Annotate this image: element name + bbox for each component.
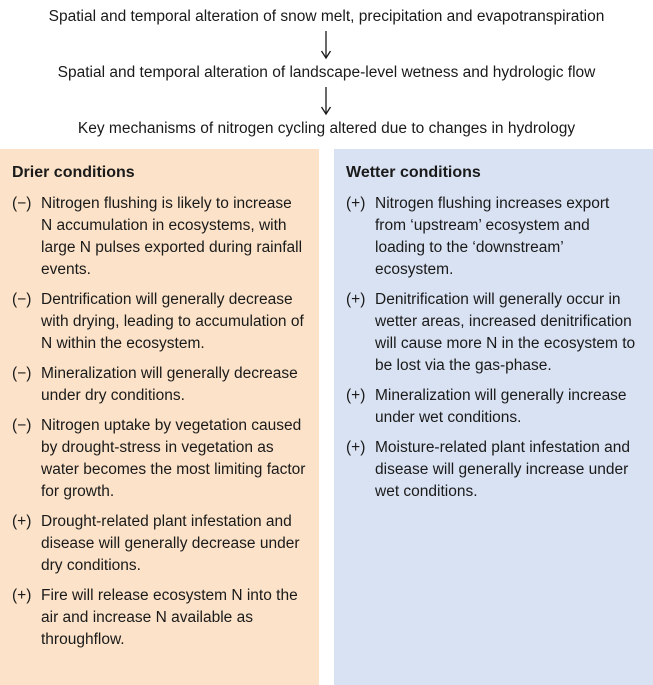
mechanism-text: Drought-related plant infestation and disease will generally decrease under dry conditions. xyxy=(41,513,300,574)
effect-sign: (−) xyxy=(12,291,32,308)
drier-mechanism-item xyxy=(12,585,307,651)
flow-step-2: Spatial and temporal alteration of landscape-level wetness and hydrologic flow xyxy=(57,64,596,81)
effect-sign: (+) xyxy=(12,587,32,604)
mechanism-text: Fire will release ecosystem N into the air and increase N available as throughflow. xyxy=(41,587,298,648)
drier-conditions-panel xyxy=(0,149,319,685)
down-arrow-icon xyxy=(318,30,334,60)
mechanism-text: Dentrification will generally decrease with drying, leading to accumulation of N within the ecosystem. xyxy=(41,291,304,352)
wetter-mechanism-item xyxy=(346,437,641,503)
drier-mechanism-item xyxy=(12,511,307,577)
mechanism-text: Denitrification will generally occur in wetter areas, increased denitrification will cause more N in the ecosystem to be lost via the gas-phase. xyxy=(375,291,636,374)
flow-step-3: Key mechanisms of nitrogen cycling altered due to changes in hydrology xyxy=(77,120,576,137)
effect-sign: (+) xyxy=(346,195,366,212)
effect-sign: (−) xyxy=(12,195,32,212)
mechanism-text: Mineralization will generally increase under wet conditions. xyxy=(375,387,627,426)
effect-sign: (+) xyxy=(346,387,366,404)
mechanism-text: Nitrogen flushing is likely to increase N accumulation in ecosystems, with large N pulses exported during rainfall events. xyxy=(41,195,303,278)
effect-sign: (−) xyxy=(12,365,32,382)
mechanism-text: Mineralization will generally decrease under dry conditions. xyxy=(41,365,298,404)
wetter-conditions-list xyxy=(346,193,641,503)
mechanism-text: Moisture-related plant infestation and disease will generally increase under wet conditions. xyxy=(375,439,631,500)
flow-step-1: Spatial and temporal alteration of snow melt, precipitation and evapotranspiration xyxy=(48,8,605,25)
effect-sign: (+) xyxy=(346,291,366,308)
drier-mechanism-item xyxy=(12,415,307,503)
effect-sign: (−) xyxy=(12,417,32,434)
effect-sign: (+) xyxy=(12,513,32,530)
drier-mechanism-item xyxy=(12,289,307,355)
down-arrow-icon xyxy=(318,86,334,116)
mechanism-text: Nitrogen flushing increases export from ‘upstream’ ecosystem and loading to the ‘downstream’ ecosystem. xyxy=(375,195,610,278)
mechanism-text: Nitrogen uptake by vegetation caused by drought-stress in vegetation as water becomes the most limiting factor for growth. xyxy=(41,417,306,500)
wetter-conditions-title: Wetter conditions xyxy=(346,164,481,181)
effect-sign: (+) xyxy=(346,439,366,456)
wetter-mechanism-item xyxy=(346,193,641,281)
drier-mechanism-item xyxy=(12,363,307,407)
drier-mechanism-item xyxy=(12,193,307,281)
wetter-conditions-panel xyxy=(334,149,653,685)
wetter-mechanism-item xyxy=(346,385,641,429)
wetter-mechanism-item xyxy=(346,289,641,377)
drier-conditions-title: Drier conditions xyxy=(12,164,135,181)
drier-conditions-list xyxy=(12,193,307,651)
